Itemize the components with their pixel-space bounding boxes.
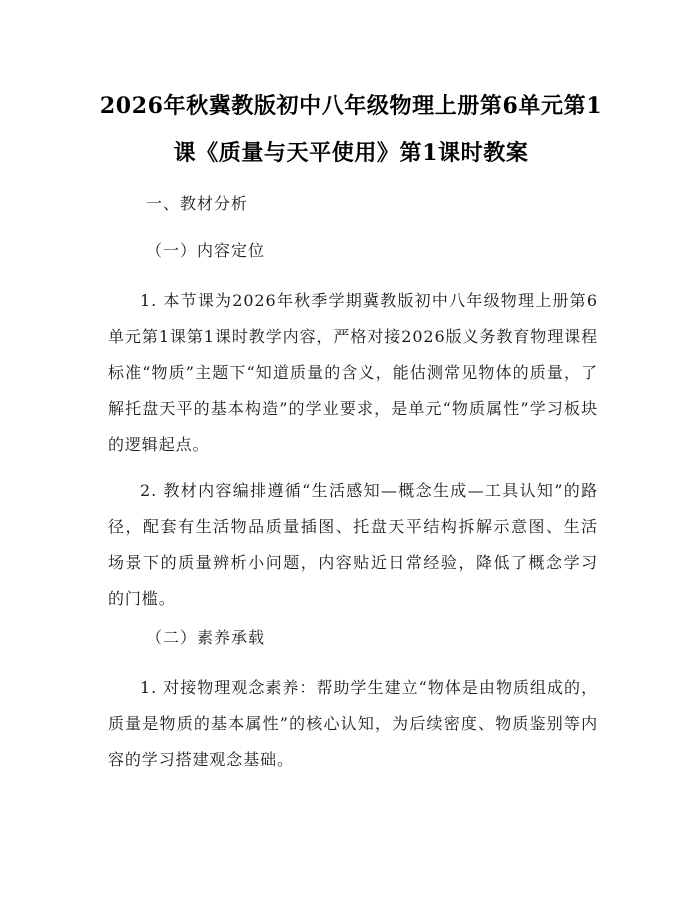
subsection-heading-literacy: （二）素养承载 (146, 628, 266, 647)
subsection-heading-content-positioning: （一）内容定位 (146, 241, 266, 260)
paragraph-content-positioning-2: 2. 教材内容编排遵循“生活感知—概念生成—工具认知”的路径，配套有生活物品质量插图、托盘天平结构拆解示意图、生活场景下的质量辨析小问题，内容贴近日常经验，降低了概念学习的门槛。 (108, 481, 598, 608)
section-heading-textbook-analysis: 一、教材分析 (146, 194, 249, 213)
paragraph-content-positioning-1: 1. 本节课为2026年秋季学期冀教版初中八年级物理上册第6单元第1课第1课时教学内容，严格对接2026版义务教育物理课程标准“物质”主题下“知道质量的含义，能估测常见物体的质量，了解托盘天平的基本构造”的学业要求，是单元“物质属性”学习板块的逻辑起点。 (108, 291, 598, 454)
paragraph-literacy-1: 1. 对接物理观念素养：帮助学生建立“物体是由物质组成的，质量是物质的基本属性”的核心认知，为后续密度、物质鉴别等内容的学习搭建观念基础。 (108, 678, 598, 769)
document-title: 2026年秋冀教版初中八年级物理上册第6单元第1课《质量与天平使用》第1课时教案 (99, 93, 603, 166)
